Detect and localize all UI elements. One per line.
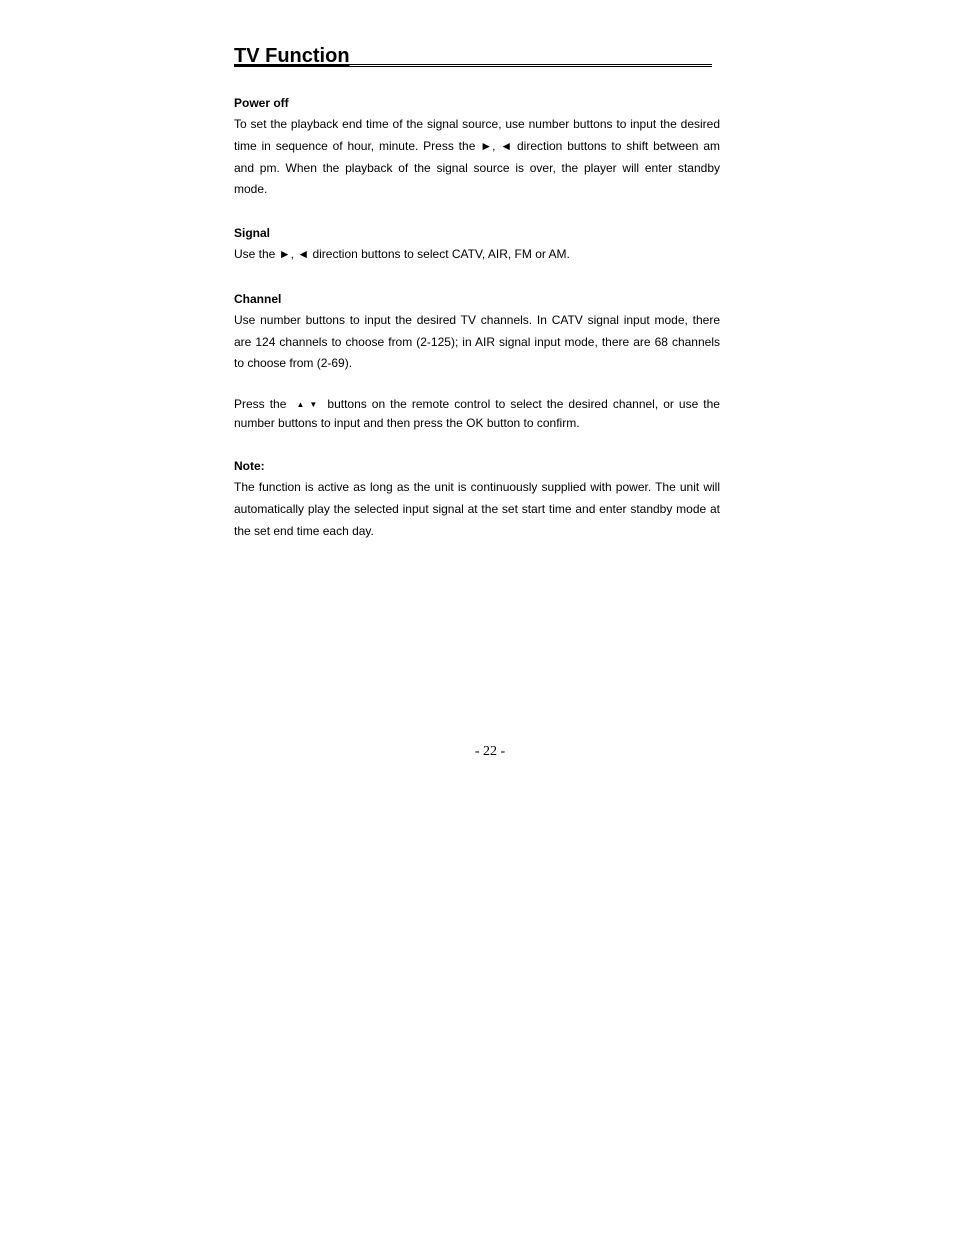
page-number: - 22 - bbox=[474, 744, 506, 759]
section-body-signal: Use the ►, ◄ direction buttons to select CATV, AIR, FM or AM. bbox=[234, 247, 570, 261]
section-heading-signal: Signal bbox=[234, 226, 271, 240]
section-heading-note: Note: bbox=[234, 459, 265, 473]
triangle-down-icon: ▼ bbox=[309, 400, 318, 409]
triangle-up-icon: ▲ bbox=[296, 400, 305, 409]
section-body-note: The function is active as long as the unit is continuously supplied with power. The unit will automatically play the selected input signal at the set start time and enter standby mode at the set end time each day. bbox=[234, 480, 720, 538]
page-title: TV Function bbox=[234, 45, 350, 67]
press-prefix: Press the bbox=[234, 397, 287, 411]
section-heading-channel: Channel bbox=[234, 291, 282, 306]
page-content bbox=[234, 93, 720, 542]
press-suffix: buttons on the remote control to select the desired channel, or use the number buttons to input and then press the OK button to confirm. bbox=[234, 397, 720, 430]
section-body-channel-press bbox=[234, 395, 720, 433]
page-header bbox=[234, 44, 712, 70]
section-body-power-off: To set the playback end time of the signal source, use number buttons to input the desired time in sequence of hour, minute. Press the ►, ◄ direction buttons to shift between am and pm. When the playback of the signal source is over, the player will enter standby mode. bbox=[234, 117, 720, 197]
section-heading-power-off: Power off bbox=[234, 96, 289, 110]
spacer bbox=[234, 201, 720, 223]
spacer bbox=[234, 375, 720, 395]
spacer bbox=[234, 433, 720, 456]
spacer bbox=[234, 266, 720, 289]
section-body-channel: Use number buttons to input the desired TV channels. In CATV signal input mode, there are 124 channels to choose from (2-125); in AIR signal input mode, there are 68 channels to choose from (2-69). bbox=[234, 312, 720, 371]
